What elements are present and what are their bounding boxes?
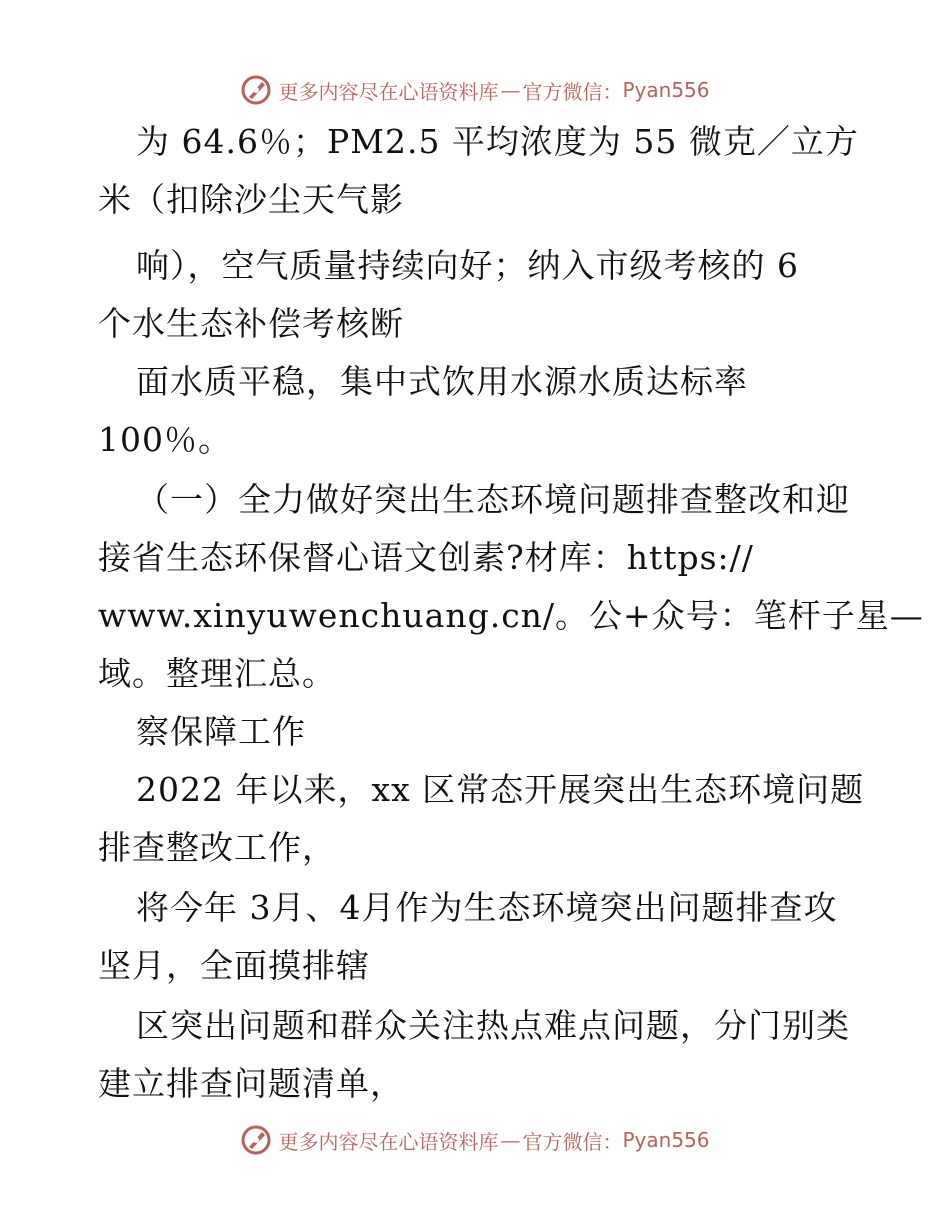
- text-line: 察保障工作: [136, 712, 306, 751]
- watermark-logo-icon: [240, 74, 272, 106]
- text-line: 2022 年以来，xx 区常态开展突出生态环境问题: [136, 770, 865, 809]
- watermark-separator: —: [500, 78, 521, 102]
- text-line: 将今年 3月、4月作为生态环境突出问题排查攻: [136, 888, 838, 927]
- text-line: 面水质平稳，集中式饮用水源水质达标率: [136, 362, 748, 401]
- watermark-text: 更多内容尽在心语资料库: [278, 79, 499, 104]
- text-line: 米（扣除沙尘天气影: [98, 180, 404, 219]
- footer-watermark: [0, 1122, 950, 1158]
- header-watermark: [0, 72, 950, 108]
- watermark-logo-icon: [240, 1124, 272, 1156]
- text-line: 域。整理汇总。: [98, 654, 336, 693]
- text-line: 响），空气质量持续向好；纳入市级考核的 6: [136, 246, 799, 285]
- watermark-wechat-id: Pyan556: [622, 78, 710, 102]
- text-line: www.xinyuwenchuang.cn/。公+众号：笔杆子星—: [98, 596, 924, 635]
- text-line: （一）全力做好突出生态环境问题排查整改和迎: [136, 480, 850, 519]
- text-line: 区突出问题和群众关注热点难点问题，分门别类: [136, 1006, 850, 1045]
- text-line: 排查整改工作，: [98, 828, 336, 867]
- text-line: 建立排查问题清单，: [98, 1064, 404, 1103]
- watermark-suffix: 官方微信：: [522, 1129, 623, 1154]
- text-line: 坚月，全面摸排辖: [98, 946, 370, 985]
- watermark-wechat-id: Pyan556: [622, 1128, 710, 1152]
- watermark-separator: —: [500, 1128, 521, 1152]
- text-line: 接省生态环保督心语文创素?材库：https://: [98, 538, 754, 577]
- watermark-text: 更多内容尽在心语资料库: [278, 1129, 499, 1154]
- watermark-suffix: 官方微信：: [522, 79, 623, 104]
- text-line: 为 64.6％；PM2.5 平均浓度为 55 微克／立方: [136, 122, 859, 161]
- text-line: 个水生态补偿考核断: [98, 304, 404, 343]
- text-line: 100％。: [98, 420, 232, 459]
